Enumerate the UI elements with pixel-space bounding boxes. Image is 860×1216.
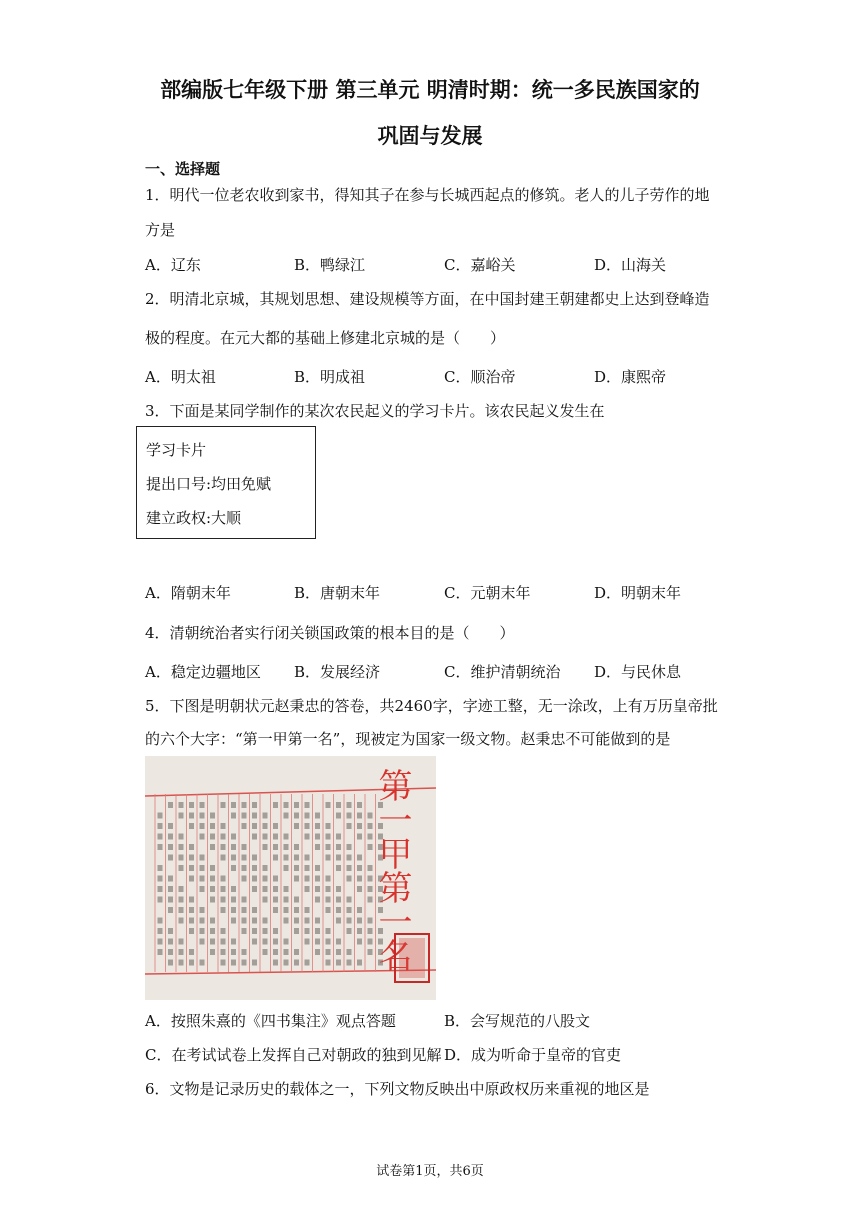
q4-option-c: C．维护清朝统治 bbox=[444, 663, 561, 681]
exam-paper-annotation: 第一甲第一名 bbox=[372, 768, 412, 972]
q2-option-c: C．顺治帝 bbox=[444, 368, 516, 386]
study-card bbox=[136, 426, 316, 539]
q5-option-b: B．会写规范的八股文 bbox=[444, 1012, 591, 1030]
q5-stem-line2: 的六个大字：“第一甲第一名”，现被定为国家一级文物。赵秉忠不可能做到的是 bbox=[145, 730, 671, 748]
q2-option-d: D．康熙帝 bbox=[594, 368, 667, 386]
q2-stem-line1: 2．明清北京城，其规划思想、建设规模等方面，在中国封建王朝建都史上达到登峰造 bbox=[145, 290, 710, 308]
q2-stem-line2: 极的程度。在元大都的基础上修建北京城的是（ ） bbox=[145, 329, 506, 347]
q1-option-c: C．嘉峪关 bbox=[444, 256, 516, 274]
q4-stem-line1: 4．清朝统治者实行闭关锁国政策的根本目的是（ ） bbox=[145, 624, 515, 642]
q4-option-b: B．发展经济 bbox=[294, 663, 381, 681]
study-card-slogan: 提出口号:均田免赋 bbox=[146, 475, 272, 493]
q5-stem-line1: 5．下图是明朝状元赵秉忠的答卷，共2460字，字迹工整，无一涂改，上有万历皇帝批 bbox=[145, 697, 718, 715]
q1-stem-line1: 1．明代一位老农收到家书，得知其子在参与长城西起点的修筑。老人的儿子劳作的地 bbox=[145, 186, 710, 204]
q1-option-b: B．鸭绿江 bbox=[294, 256, 366, 274]
q4-option-a: A．稳定边疆地区 bbox=[145, 663, 261, 681]
q1-option-a: A．辽东 bbox=[145, 256, 201, 274]
exam-paper-photo bbox=[145, 756, 436, 1000]
document-title-line2: 巩固与发展 bbox=[377, 124, 483, 148]
page-footer: 试卷第1页，共6页 bbox=[376, 1164, 484, 1179]
document-title-line1: 部编版七年级下册 第三单元 明清时期：统一多民族国家的 bbox=[160, 78, 700, 102]
q5-option-d: D．成为听命于皇帝的官吏 bbox=[444, 1046, 622, 1064]
q3-option-d: D．明朝末年 bbox=[594, 584, 682, 602]
q5-option-c: C．在考试试卷上发挥自己对朝政的独到见解 bbox=[145, 1046, 442, 1064]
section-heading: 一、选择题 bbox=[145, 160, 221, 178]
q1-stem-line2: 方是 bbox=[145, 221, 176, 239]
q3-option-a: A．隋朝末年 bbox=[145, 584, 231, 602]
q3-option-c: C．元朝末年 bbox=[444, 584, 531, 602]
q4-option-d: D．与民休息 bbox=[594, 663, 682, 681]
q6-stem-line1: 6．文物是记录历史的载体之一，下列文物反映出中原政权历来重视的地区是 bbox=[145, 1080, 650, 1098]
study-card-regime: 建立政权:大顺 bbox=[146, 509, 242, 527]
q5-option-a: A．按照朱熹的《四书集注》观点答题 bbox=[145, 1012, 396, 1030]
q2-option-a: A．明太祖 bbox=[145, 368, 216, 386]
q3-option-b: B．唐朝末年 bbox=[294, 584, 381, 602]
q2-option-b: B．明成祖 bbox=[294, 368, 366, 386]
study-card-title: 学习卡片 bbox=[146, 441, 207, 459]
q1-option-d: D．山海关 bbox=[594, 256, 667, 274]
q3-stem-line1: 3．下面是某同学制作的某次农民起义的学习卡片。该农民起义发生在 bbox=[145, 402, 605, 420]
